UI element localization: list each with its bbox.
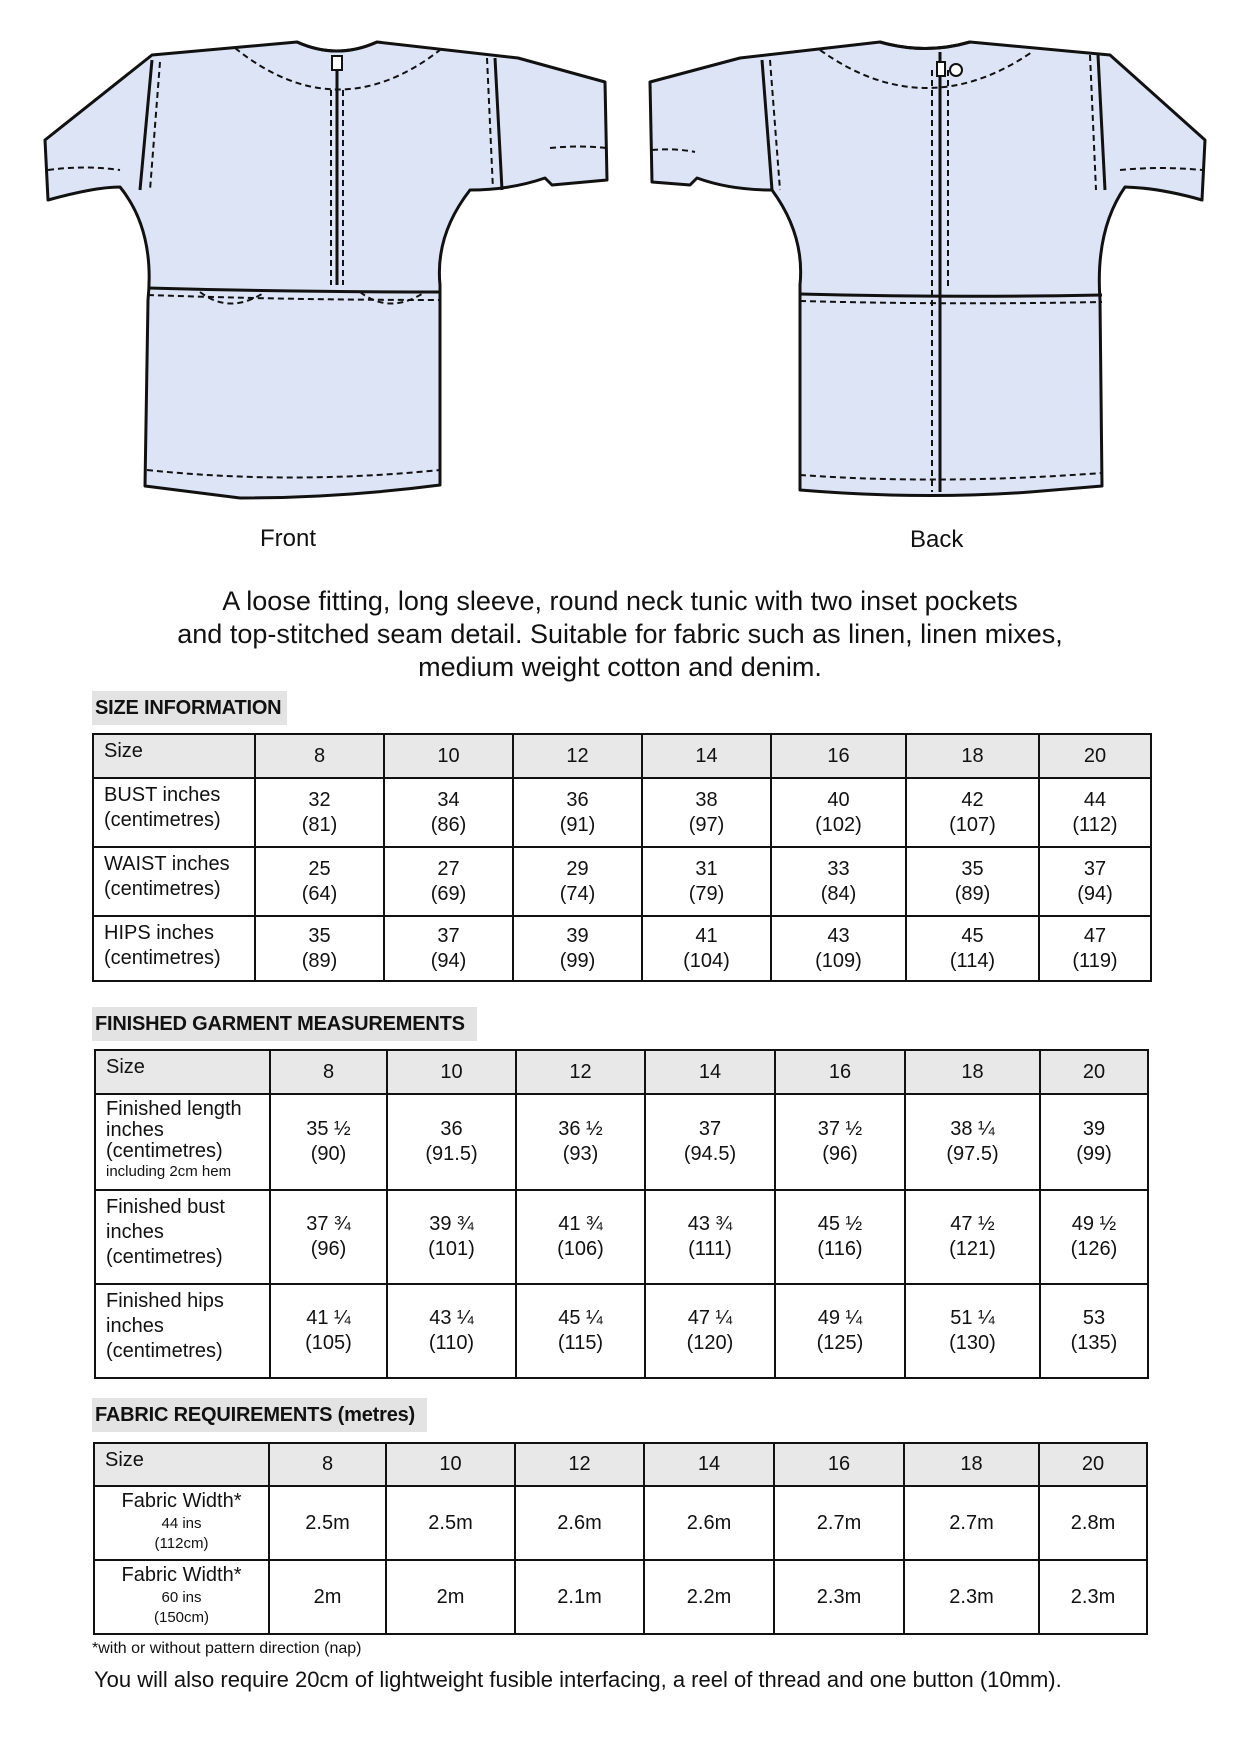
cell-inches: 47 ¼: [687, 1307, 733, 1329]
table-cell: [771, 916, 906, 981]
cell-cm: (69): [430, 882, 467, 905]
table-cell: 2m: [386, 1560, 515, 1634]
cell-inches: 34: [437, 788, 460, 811]
row-label: [94, 1486, 269, 1560]
cell-cm: (130): [949, 1332, 996, 1354]
cell-cm: (91): [559, 813, 596, 836]
cell-cm: (120): [686, 1332, 734, 1354]
row-label-line: 60 ins: [161, 1589, 202, 1606]
cell-cm: (114): [949, 949, 996, 972]
row-label-line: (112cm): [154, 1535, 209, 1552]
cell-inches: 45: [961, 924, 984, 947]
cell-cm: (104): [683, 949, 730, 972]
row-label-line: 44 ins: [161, 1515, 202, 1532]
size-col: 18: [906, 734, 1039, 778]
finished-measurements-title: FINISHED GARMENT MEASUREMENTS: [92, 1007, 477, 1041]
cell-inches: 53: [1082, 1307, 1106, 1329]
table-row: [95, 1190, 1148, 1284]
table-header-row: [95, 1050, 1148, 1094]
table-cell: [516, 1094, 645, 1190]
row-label-line: (centimetres): [104, 947, 221, 969]
table-cell: [771, 778, 906, 847]
cell-inches: 49 ½: [1071, 1213, 1117, 1235]
cell-cm: (119): [1072, 949, 1118, 972]
cell-cm: (99): [559, 949, 596, 972]
cell-inches: 37: [437, 924, 460, 947]
table-cell: 2.1m: [515, 1560, 644, 1634]
cell-inches: 39: [566, 924, 589, 947]
table-cell: [384, 847, 513, 916]
table-cell: [255, 916, 384, 981]
table-cell: [905, 1190, 1040, 1284]
table-cell: [1039, 778, 1151, 847]
cell-inches: 25: [308, 857, 331, 880]
size-col: 18: [905, 1050, 1040, 1094]
cell-inches: 32: [308, 788, 331, 811]
table-cell: [1040, 1094, 1148, 1190]
table-cell: [775, 1190, 905, 1284]
table-cell: [771, 847, 906, 916]
table-cell: [1040, 1190, 1148, 1284]
size-col: 12: [516, 1050, 645, 1094]
cell-inches: 37 ¾: [306, 1213, 351, 1235]
cell-inches: 40: [827, 788, 850, 811]
table-cell: 2.5m: [269, 1486, 386, 1560]
table-cell: [645, 1190, 775, 1284]
description-line: A loose fitting, long sleeve, round neck tunic with two inset pockets: [222, 586, 1018, 616]
size-header: Size: [93, 734, 255, 778]
table-cell: [384, 916, 513, 981]
cell-inches: 35: [308, 924, 331, 947]
cell-inches: 37 ½: [817, 1118, 863, 1140]
size-col: 10: [387, 1050, 516, 1094]
cell-cm: (101): [428, 1238, 475, 1260]
table-cell: [384, 778, 513, 847]
size-col: 12: [515, 1443, 644, 1486]
cell-inches: 49 ¼: [817, 1307, 863, 1329]
table-cell: [255, 778, 384, 847]
size-col: 14: [645, 1050, 775, 1094]
row-label: [93, 778, 255, 847]
cell-inches: 31: [695, 857, 718, 880]
row-label-line: (centimetres): [104, 809, 221, 831]
row-label-line: (centimetres): [106, 1140, 223, 1162]
size-col: 20: [1040, 1050, 1148, 1094]
cell-cm: (74): [559, 882, 596, 905]
table-cell: [270, 1094, 387, 1190]
table-header-row: [93, 734, 1151, 778]
table-cell: [775, 1094, 905, 1190]
row-label-line: Finished hips: [106, 1290, 224, 1312]
table-cell: [645, 1094, 775, 1190]
row-label: [95, 1284, 270, 1378]
table-cell: 2m: [269, 1560, 386, 1634]
cell-inches: 29: [566, 857, 589, 880]
table-cell: [905, 1284, 1040, 1378]
row-label-line: HIPS inches: [104, 922, 215, 944]
row-label-line: WAIST inches: [104, 853, 230, 875]
size-col: 12: [513, 734, 642, 778]
front-label: Front: [260, 525, 317, 552]
fabric-requirements-title: FABRIC REQUIREMENTS (metres): [92, 1398, 427, 1432]
cell-inches: 33: [827, 857, 850, 880]
row-label-line: (centimetres): [106, 1246, 223, 1268]
row-label-line: (150cm): [153, 1609, 209, 1626]
cell-cm: (96): [822, 1143, 858, 1165]
table-cell: [906, 778, 1039, 847]
cell-cm: (112): [1072, 813, 1118, 836]
table-header-row: [94, 1443, 1147, 1486]
row-label-line: inches: [106, 1315, 164, 1337]
cell-inches: 37: [698, 1118, 722, 1140]
row-label-line: Fabric Width*: [121, 1490, 242, 1512]
table-cell: [642, 916, 771, 981]
garment-description: [0, 585, 1240, 684]
row-label: [93, 847, 255, 916]
cell-cm: (111): [688, 1238, 732, 1260]
cell-cm: (115): [557, 1332, 604, 1354]
table-row: [95, 1284, 1148, 1378]
table-cell: [1039, 916, 1151, 981]
table-cell: [255, 847, 384, 916]
table-row: [93, 847, 1151, 916]
row-label-line: (centimetres): [104, 878, 221, 900]
row-label: [95, 1094, 270, 1190]
table-cell: [906, 916, 1039, 981]
cell-cm: (107): [949, 813, 996, 836]
table-cell: [387, 1190, 516, 1284]
cell-inches: 43 ¼: [429, 1307, 474, 1329]
table-cell: [1040, 1284, 1148, 1378]
cell-cm: (94): [1077, 882, 1113, 905]
table-cell: [387, 1094, 516, 1190]
cell-inches: 47: [1083, 924, 1107, 947]
row-label-line: BUST inches: [104, 784, 221, 806]
table-cell: [906, 847, 1039, 916]
row-label-line: inches: [106, 1119, 164, 1141]
table-cell: 2.3m: [774, 1560, 904, 1634]
row-label-note: including 2cm hem: [106, 1163, 232, 1180]
cell-cm: (110): [428, 1332, 475, 1354]
row-label-line: Finished bust: [106, 1196, 225, 1218]
cell-inches: 42: [961, 788, 984, 811]
cell-cm: (84): [820, 882, 857, 905]
table-cell: [516, 1284, 645, 1378]
cell-inches: 36: [566, 788, 589, 811]
size-header: Size: [94, 1443, 269, 1486]
size-col: 10: [386, 1443, 515, 1486]
table-cell: 2.7m: [904, 1486, 1039, 1560]
cell-inches: 35 ½: [306, 1118, 351, 1140]
cell-inches: 41: [695, 924, 718, 947]
cell-inches: 45 ½: [817, 1213, 863, 1235]
table-cell: [513, 916, 642, 981]
size-col: 16: [771, 734, 906, 778]
table-cell: [513, 778, 642, 847]
cell-cm: (97): [688, 813, 725, 836]
cell-inches: 44: [1083, 788, 1107, 811]
cell-cm: (81): [301, 813, 338, 836]
size-col: 14: [644, 1443, 774, 1486]
fabric-requirements-table: [93, 1442, 1148, 1635]
table-cell: [516, 1190, 645, 1284]
size-col: 16: [775, 1050, 905, 1094]
cell-cm: (105): [305, 1332, 352, 1354]
row-label-line: Fabric Width*: [121, 1564, 242, 1586]
cell-inches: 43 ¾: [687, 1213, 733, 1235]
cell-cm: (97.5): [946, 1143, 999, 1165]
cell-inches: 35: [961, 857, 984, 880]
table-row: [93, 916, 1151, 981]
fabric-footnote: *with or without pattern direction (nap): [92, 1640, 362, 1657]
table-cell: 2.2m: [644, 1560, 774, 1634]
cell-inches: 39: [1082, 1118, 1106, 1140]
row-label-line: (centimetres): [106, 1340, 223, 1362]
cell-cm: (96): [310, 1238, 347, 1260]
table-row: [95, 1094, 1148, 1190]
size-col: 16: [774, 1443, 904, 1486]
table-cell: [642, 847, 771, 916]
size-information-title: SIZE INFORMATION: [92, 691, 287, 725]
table-row: [94, 1486, 1147, 1560]
size-col: 14: [642, 734, 771, 778]
table-cell: 2.3m: [904, 1560, 1039, 1634]
cell-inches: 27: [437, 857, 460, 880]
cell-inches: 51 ¼: [950, 1307, 995, 1329]
table-cell: [387, 1284, 516, 1378]
size-information-table: [92, 733, 1152, 982]
cell-cm: (64): [301, 882, 338, 905]
cell-cm: (116): [817, 1238, 863, 1260]
table-cell: 2.7m: [774, 1486, 904, 1560]
table-row: [93, 778, 1151, 847]
cell-inches: 41 ¾: [558, 1213, 603, 1235]
table-cell: 2.6m: [644, 1486, 774, 1560]
size-col: 8: [269, 1443, 386, 1486]
size-col: 20: [1039, 1443, 1147, 1486]
size-col: 20: [1039, 734, 1151, 778]
size-col: 8: [255, 734, 384, 778]
cell-cm: (94.5): [683, 1143, 737, 1165]
back-label: Back: [910, 526, 964, 553]
table-cell: 2.6m: [515, 1486, 644, 1560]
row-label-line: Finished length: [106, 1098, 242, 1120]
row-label: [94, 1560, 269, 1634]
cell-cm: (91.5): [425, 1143, 478, 1165]
table-cell: 2.8m: [1039, 1486, 1147, 1560]
cell-cm: (109): [815, 949, 862, 972]
table-cell: 2.5m: [386, 1486, 515, 1560]
back-garment-illustration: [640, 30, 1220, 520]
cell-cm: (102): [815, 813, 862, 836]
size-col: 18: [904, 1443, 1039, 1486]
cell-cm: (125): [816, 1332, 864, 1354]
size-col: 10: [384, 734, 513, 778]
table-cell: 2.3m: [1039, 1560, 1147, 1634]
table-cell: [1039, 847, 1151, 916]
table-cell: [270, 1190, 387, 1284]
cell-inches: 36: [440, 1118, 463, 1140]
cell-inches: 37: [1083, 857, 1107, 880]
cell-inches: 38 ¼: [950, 1118, 995, 1140]
table-cell: [270, 1284, 387, 1378]
row-label: [95, 1190, 270, 1284]
cell-cm: (89): [301, 949, 338, 972]
cell-cm: (106): [557, 1238, 604, 1260]
table-cell: [513, 847, 642, 916]
table-row: [94, 1560, 1147, 1634]
cell-cm: (99): [1076, 1143, 1112, 1165]
row-label: [93, 916, 255, 981]
notions-text: You will also require 20cm of lightweight fusible interfacing, a reel of thread and one button (10mm).: [94, 1667, 1062, 1692]
cell-cm: (93): [562, 1143, 599, 1165]
cell-inches: 39 ¾: [429, 1213, 474, 1235]
cell-cm: (90): [310, 1143, 347, 1165]
cell-inches: 47 ½: [950, 1213, 995, 1235]
table-cell: [642, 778, 771, 847]
description-line: and top-stitched seam detail. Suitable for fabric such as linen, linen mixes,: [177, 619, 1063, 649]
description-line: medium weight cotton and denim.: [418, 652, 822, 682]
cell-inches: 43: [827, 924, 850, 947]
finished-measurements-table: [94, 1049, 1149, 1379]
table-cell: [775, 1284, 905, 1378]
size-col: 8: [270, 1050, 387, 1094]
cell-inches: 41 ¼: [306, 1307, 351, 1329]
cell-cm: (126): [1070, 1238, 1118, 1260]
cell-inches: 45 ¼: [558, 1307, 603, 1329]
row-label-line: inches: [106, 1221, 164, 1243]
cell-inches: 38: [695, 788, 718, 811]
cell-cm: (135): [1070, 1332, 1118, 1354]
cell-inches: 36 ½: [558, 1118, 603, 1140]
table-cell: [645, 1284, 775, 1378]
table-cell: [905, 1094, 1040, 1190]
cell-cm: (121): [949, 1238, 996, 1260]
cell-cm: (89): [954, 882, 991, 905]
size-header: Size: [95, 1050, 270, 1094]
cell-cm: (94): [430, 949, 467, 972]
cell-cm: (86): [430, 813, 467, 836]
front-garment-illustration: [40, 30, 620, 520]
cell-cm: (79): [688, 882, 725, 905]
